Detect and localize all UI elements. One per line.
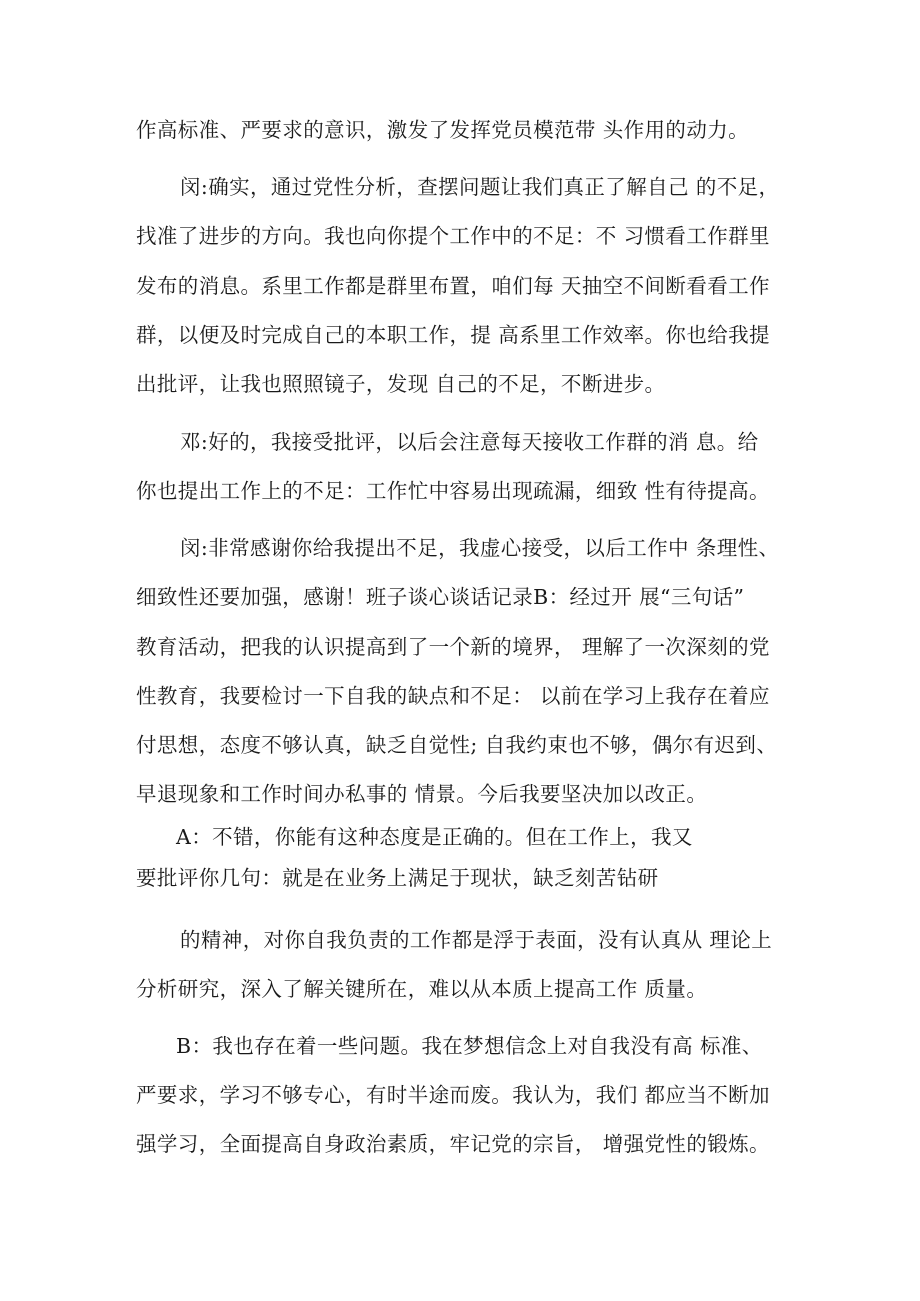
text-line: 出批评，让我也照照镜子，发现 自己的不足，不断进步。 <box>136 372 666 396</box>
text-line: 闵:确实，通过党性分析，查摆问题让我们真正了解自己 的不足， <box>180 175 780 199</box>
text-line: 你也提出工作上的不足：工作忙中容易出现疏漏，细致 性有待提高。 <box>136 479 770 503</box>
text-line: 邓:好的，我接受批评，以后会注意每天接收工作群的消 息。给 <box>180 430 759 454</box>
text-line: A：不错，你能有这种态度是正确的。但在工作上，我又 <box>176 825 693 849</box>
text-line: 强学习，全面提高自身政治素质，牢记党的宗旨， 增强党性的锻炼。 <box>136 1132 770 1156</box>
text-line: B：我也存在着一些问题。我在梦想信念上对自我没有高 标准、 <box>176 1034 763 1058</box>
text-line: 细致性还要加强，感谢！班子谈心谈话记录B：经过开 展“三句话” <box>136 585 745 609</box>
text-line: 发布的消息。系里工作都是群里布置，咱们每 天抽空不间断看看工作 <box>136 274 770 298</box>
text-line: 分析研究，深入了解关键所在，难以从本质上提高工作 质量。 <box>136 977 708 1001</box>
text-line: 要批评你几句：就是在业务上满足于现状，缺乏刻苦钻研 <box>136 866 659 890</box>
text-line: 找准了进步的方向。我也向你提个工作中的不足：不 习惯看工作群里 <box>136 224 770 248</box>
text-line: 作高标准、严要求的意识，激发了发挥党员模范带 头作用的动力。 <box>136 118 750 142</box>
text-line: 群，以便及时完成自己的本职工作，提 高系里工作效率。你也给我提 <box>136 323 770 347</box>
text-line: 教育活动，把我的认识提高到了一个新的境界， 理解了一次深刻的党 <box>136 635 770 659</box>
text-line: 早退现象和工作时间办私事的 情景。今后我要坚决加以改正。 <box>136 782 708 806</box>
text-line: 的精神，对你自我负责的工作都是浮于表面，没有认真从 理论上 <box>180 928 773 952</box>
text-line: 严要求，学习不够专心，有时半途而废。我认为，我们 都应当不断加 <box>136 1083 770 1107</box>
text-line: 性教育，我要检讨一下自我的缺点和不足： 以前在学习上我存在着应 <box>136 684 770 708</box>
text-line: 付思想，态度不够认真，缺乏自觉性; 自我约束也不够，偶尔有迟到、 <box>136 733 778 757</box>
text-line: 闵:非常感谢你给我提出不足，我虚心接受，以后工作中 条理性、 <box>180 536 780 560</box>
